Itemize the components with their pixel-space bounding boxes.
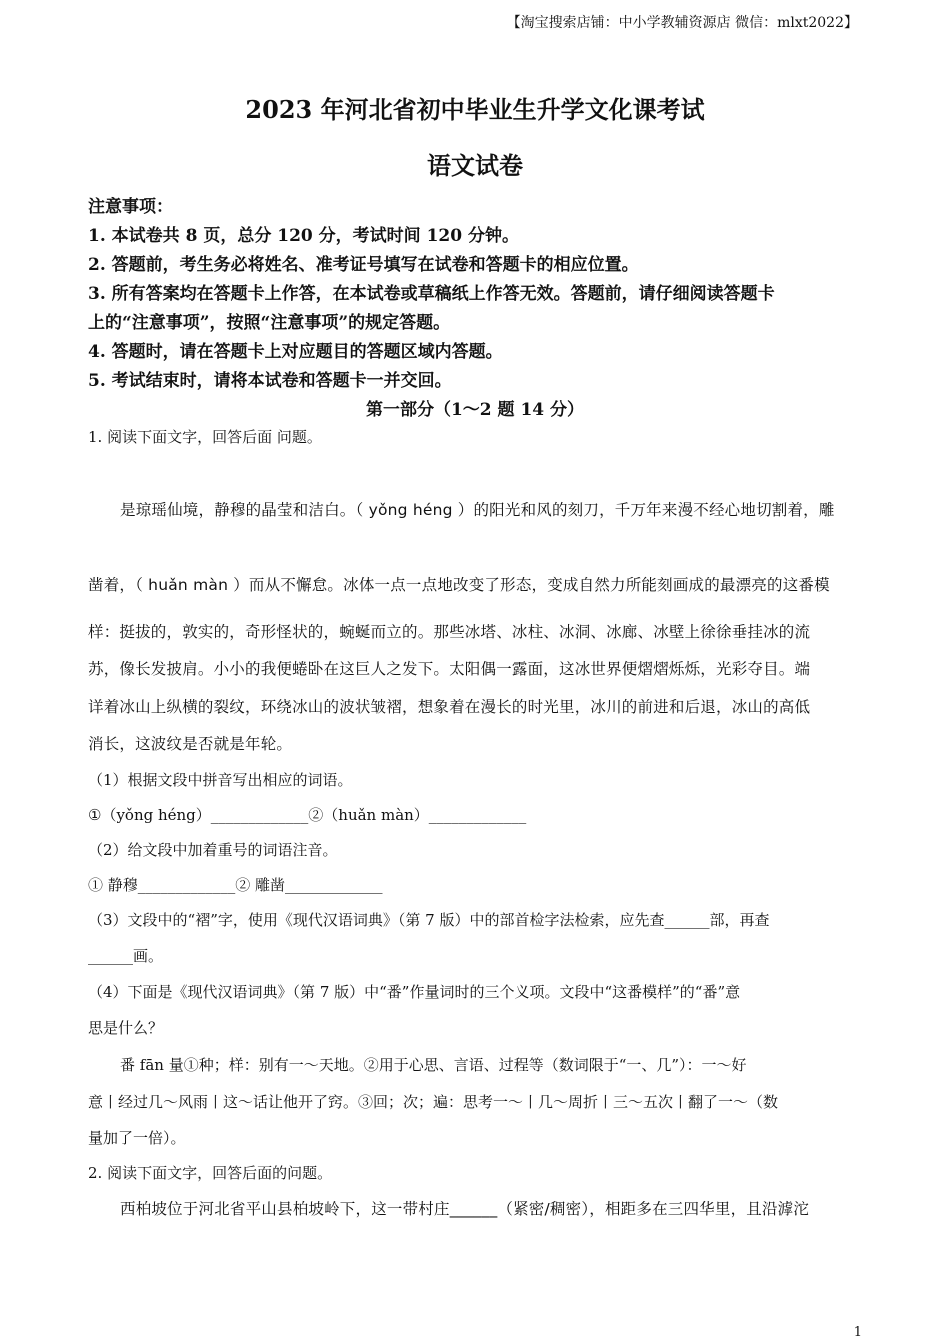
sub-question-1: （1）根据文段中拼音写出相应的词语。 [88,771,353,789]
sub-question-3: （3）文段中的“褶”字，使用《现代汉语词典》（第 7 版）中的部首检字法检索，应先查______部，再查 [88,911,770,929]
sub-question-2: （2）给文段中加着重号的词语注音。 [88,841,338,859]
dictionary-entry: 量加了一倍）。 [88,1129,186,1147]
passage-line: 详着冰山上纵横的裂纹，环绕冰山的波状皱褶，想象着在漫长的时光里，冰川的前进和后退，冰山的高低 [88,698,811,716]
notice-item: 5. 考试结束时，请将本试卷和答题卡一并交回。 [88,371,452,391]
question-2-intro: 2. 阅读下面文字，回答后面的问题。 [88,1164,333,1182]
sub-question-2-blanks: ① 静穆_____________② 雕凿_____________ [88,876,383,894]
notice-item: 上的“注意事项”，按照“注意事项”的规定答题。 [88,313,451,333]
dictionary-entry: 番 fān 量①种；样：别有一～天地。②用于心思、言语、过程等（数词限于“一、几”）：一～好 [120,1056,747,1074]
passage-line: 样：挺拔的，敦实的，奇形怪状的，蜿蜒而立的。那些冰塔、冰柱、冰洞、冰廊、冰壁上徐徐垂挂冰的流 [88,623,811,641]
passage-line: 凿着，（ huǎn màn ）而从不懈怠。冰体一点一点地改变了形态，变成自然力所能刻画成的最漂亮的这番模 [88,576,830,594]
page-number: 1 [853,1325,862,1340]
passage-line: 苏，像长发披肩。小小的我便蜷卧在这巨人之发下。太阳偶一露面，这冰世界便熠熠烁烁，光彩夺目。端 [88,660,811,678]
notice-item: 2. 答题前，考生务必将姓名、准考证号填写在试卷和答题卡的相应位置。 [88,255,639,275]
passage-line: 消长，这波纹是否就是年轮。 [88,735,293,753]
exam-subtitle: 语文试卷 [427,151,523,180]
dictionary-entry: 意丨经过几～风雨丨这～话让他开了窍。③回；次；遍：思考一～丨几～周折丨三～五次丨翻了一～（数 [88,1093,779,1111]
header-note: 【淘宝搜索店铺：中小学教辅资源店 微信：mlxt2022】 [506,15,858,31]
sub-question-3-cont: ______画。 [88,947,164,965]
notice-heading: 注意事项： [88,197,173,217]
sub-question-1-blanks: ①（yǒng héng）_____________②（huǎn màn）_____________ [88,806,527,824]
sub-question-4: （4）下面是《现代汉语词典》（第 7 版）中“番”作量词时的三个义项。文段中“这番模样”的“番”意 [88,983,741,1001]
exam-title: 2023 年河北省初中毕业生升学文化课考试 [245,95,705,124]
notice-item: 1. 本试卷共 8 页，总分 120 分，考试时间 120 分钟。 [88,226,519,246]
passage-line: 西柏坡位于河北省平山县柏坡岭下，这一带村庄______（紧密/稠密），相距多在三四华里，且沿滹沱 [120,1200,810,1218]
section-title: 第一部分（1～2 题 14 分） [365,400,585,420]
sub-question-4-cont: 思是什么？ [88,1019,164,1037]
notice-item: 4. 答题时，请在答题卡上对应题目的答题区域内答题。 [88,342,503,362]
question-1-intro: 1. 阅读下面文字，回答后面 问题。 [88,428,322,446]
passage-line: 是琼瑶仙境，静穆的晶莹和洁白。（ yǒng héng ）的阳光和风的刻刀，千万年来漫不经心地切割着，雕 [120,501,835,519]
notice-item: 3. 所有答案均在答题卡上作答，在本试卷或草稿纸上作答无效。答题前，请仔细阅读答题卡 [88,284,775,304]
